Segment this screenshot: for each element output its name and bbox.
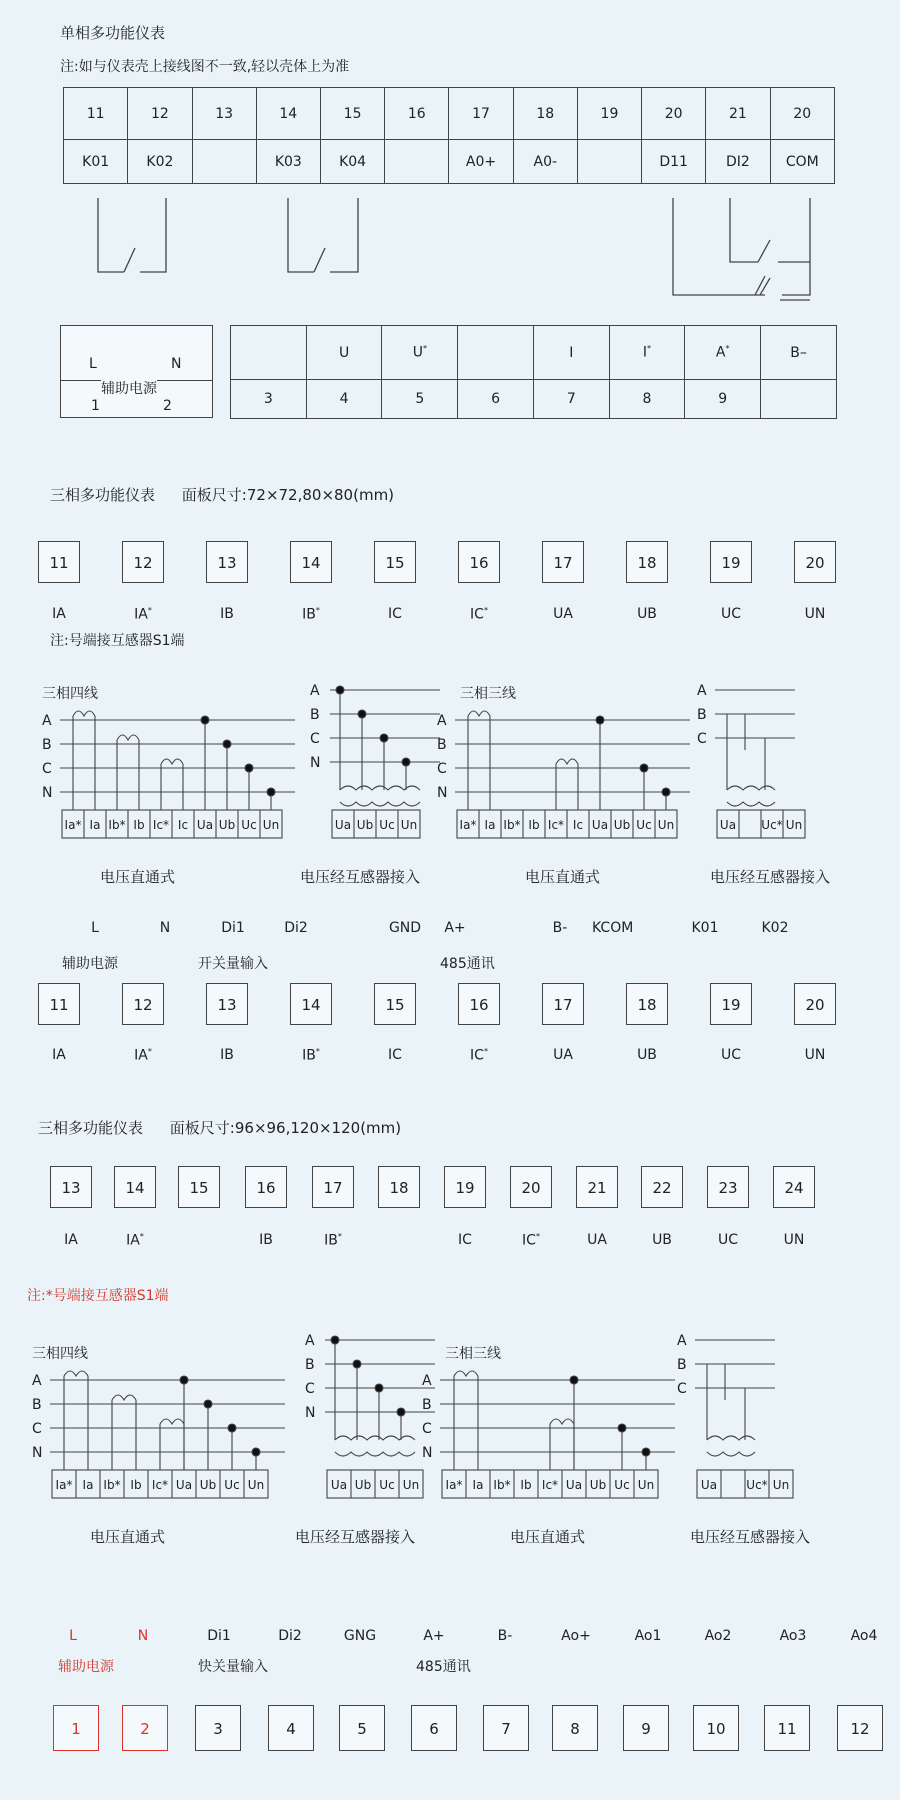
terminal-label-3: Ib* (503, 818, 521, 832)
terminal-box: 15 (178, 1166, 220, 1208)
single-top-number: 21 (706, 88, 770, 140)
terminal-label-3: Ic* (547, 818, 565, 832)
ct-terminal-label: Uc (379, 818, 395, 832)
terminal-box: 22 (641, 1166, 683, 1208)
three2-bottom-terminal: 9 (623, 1705, 669, 1751)
terminal-label-3: Ib* (493, 1478, 511, 1492)
ct3-terminal-label: Uc* (746, 1478, 768, 1492)
ct3-terminal-label: Uc* (761, 818, 783, 832)
three2-bottom-top-label: Ao1 (634, 1628, 662, 1644)
phase-label-3: B (422, 1397, 432, 1413)
ct-terminal-label: Ub (356, 818, 374, 832)
three2-bottom-top-label: Di1 (207, 1628, 231, 1644)
terminal-box: 17 (542, 541, 584, 583)
three2-bottom-top-label: A+ (423, 1628, 445, 1644)
single-top-label: K04 (320, 140, 384, 184)
single-top-label (577, 140, 641, 184)
terminal-label: UC (717, 1232, 739, 1248)
diagram-title-four-wire: 三相四线 (42, 686, 98, 702)
terminal-label: UA (553, 606, 573, 622)
terminal-label: IB (220, 606, 234, 622)
three1-bottom-top-label: Di2 (284, 920, 308, 936)
aux-l-label: L (89, 356, 97, 372)
single-main-number: 6 (458, 380, 534, 419)
single-main-label: A* (685, 326, 761, 380)
terminal-box: 18 (626, 541, 668, 583)
terminal-box: 11 (38, 541, 80, 583)
terminal-label-3: Ib (520, 1478, 532, 1492)
terminal-box: 16 (245, 1166, 287, 1208)
three2-bottom-terminal: 5 (339, 1705, 385, 1751)
terminal-box: 14 (114, 1166, 156, 1208)
single-top-label: COM (770, 140, 834, 184)
terminal-label: Ub (199, 1478, 217, 1492)
three2-bottom-terminal: 6 (411, 1705, 457, 1751)
terminal-label: IC (388, 1047, 402, 1063)
three1-bottom-top-label: B- (552, 920, 568, 936)
single-top-label: A0- (513, 140, 577, 184)
terminal-label-3: Ia* (445, 1478, 463, 1492)
three2-wiring-diagram (0, 1320, 900, 1560)
terminal-label-3: Ic* (541, 1478, 559, 1492)
terminal-label: IB (220, 1047, 234, 1063)
caption-direct-2: 电压直通式 (525, 868, 601, 886)
phase-label-3: C (422, 1421, 432, 1437)
terminal-label: Un (262, 818, 280, 832)
single-top-number: 20 (642, 88, 706, 140)
terminal-label: Ic (177, 818, 189, 832)
terminal-label: UA (553, 1047, 573, 1063)
terminal-label: UN (804, 1047, 826, 1063)
three1-wiring-diagram (0, 660, 900, 900)
terminal-box: 15 (374, 541, 416, 583)
caption-ct-1: 电压经互感器接入 (295, 1528, 416, 1546)
aux-num-2: 2 (163, 398, 172, 414)
single-top-number: 18 (513, 88, 577, 140)
terminal-label: Ia (89, 818, 101, 832)
terminal-label: IB* (302, 606, 320, 623)
diagram-title-three-wire: 三相三线 (460, 686, 516, 702)
phase-label-3: N (422, 1445, 433, 1461)
three2-bottom-terminal: 1 (53, 1705, 99, 1751)
ct3-phase-label: A (677, 1333, 687, 1349)
caption-direct-2: 电压直通式 (510, 1528, 586, 1546)
terminal-box: 14 (290, 983, 332, 1025)
single-switch-symbols (0, 190, 900, 310)
ct-phase-label: A (310, 683, 320, 699)
terminal-box: 19 (444, 1166, 486, 1208)
terminal-box: 12 (122, 983, 164, 1025)
single-aux-box (60, 325, 213, 418)
terminal-label-3: Ua (565, 1478, 583, 1492)
terminal-box: 23 (707, 1166, 749, 1208)
terminal-label: IA* (134, 1047, 152, 1064)
three2-rs485-label: 485通讯 (416, 1659, 471, 1675)
terminal-box: 24 (773, 1166, 815, 1208)
terminal-box: 19 (710, 983, 752, 1025)
three2-bottom-top-label: Di2 (278, 1628, 302, 1644)
terminal-box: 13 (50, 1166, 92, 1208)
ct3-phase-label: C (677, 1381, 687, 1397)
aux-n-label: N (171, 356, 182, 372)
single-top-label: K03 (256, 140, 320, 184)
ct-phase-label: N (305, 1405, 316, 1421)
terminal-box: 15 (374, 983, 416, 1025)
terminal-box: 14 (290, 541, 332, 583)
single-main-number (761, 380, 837, 419)
terminal-label-3: Un (637, 1478, 655, 1492)
terminal-label: UB (637, 606, 657, 622)
terminal-label: Ib (130, 1478, 142, 1492)
caption-ct-2: 电压经互感器接入 (710, 868, 831, 886)
three1-size-text: 面板尺寸:72×72,80×80(mm) (181, 486, 395, 504)
ct-phase-label: C (310, 731, 320, 747)
terminal-label: IC (458, 1232, 472, 1248)
single-main-terminal-table (230, 325, 837, 419)
terminal-label: Ic* (151, 1478, 169, 1492)
terminal-label-3: Ia (472, 1478, 484, 1492)
caption-ct-1: 电压经互感器接入 (300, 868, 421, 886)
ct-phase-label: N (310, 755, 321, 771)
three1-title-text: 三相多功能仪表 (50, 486, 156, 504)
three2-size-text: 面板尺寸:96×96,120×120(mm) (169, 1119, 402, 1137)
terminal-label: IB* (302, 1047, 320, 1064)
terminal-label: IB* (324, 1232, 342, 1249)
single-top-label (385, 140, 449, 184)
ct-terminal-label: Un (402, 1478, 420, 1492)
three1-rs485-label: 485通讯 (440, 956, 495, 972)
single-main-label (231, 326, 307, 380)
ct3-phase-label: B (677, 1357, 687, 1373)
diagram-title-four-wire: 三相四线 (32, 1346, 88, 1362)
terminal-box: 18 (626, 983, 668, 1025)
terminal-label: IA (64, 1232, 78, 1248)
terminal-box: 21 (576, 1166, 618, 1208)
ct3-phase-label: A (697, 683, 707, 699)
three1-note: 注:号端接互感器S1端 (50, 633, 185, 649)
phase-label-3: C (437, 761, 447, 777)
three2-switch-label: 快关量输入 (198, 1659, 268, 1675)
three1-bottom-top-label: L (91, 920, 99, 936)
terminal-label: Ia* (55, 1478, 73, 1492)
terminal-box: 17 (542, 983, 584, 1025)
terminal-label-3: Ub (613, 818, 631, 832)
single-top-label: D11 (642, 140, 706, 184)
single-title: 单相多功能仪表 (60, 24, 166, 42)
terminal-box: 16 (458, 983, 500, 1025)
terminal-label: UC (720, 606, 742, 622)
caption-ct-2: 电压经互感器接入 (690, 1528, 811, 1546)
phase-label: C (42, 761, 52, 777)
three1-bottom-top-label: GND (388, 920, 422, 936)
terminal-label: IC* (522, 1232, 540, 1249)
single-top-number: 19 (577, 88, 641, 140)
three2-bottom-top-label: Ao4 (850, 1628, 878, 1644)
three1-bottom-top-label: A+ (444, 920, 466, 936)
terminal-label: UB (637, 1047, 657, 1063)
terminal-label: IA (52, 606, 66, 622)
three2-aux-label: 辅助电源 (58, 1659, 114, 1675)
three1-title (50, 484, 394, 505)
terminal-label: IC* (470, 606, 488, 623)
ct-terminal-label: Ua (334, 818, 352, 832)
three2-bottom-top-label: Ao2 (704, 1628, 732, 1644)
three2-bottom-top-label: B- (497, 1628, 513, 1644)
single-main-number: 7 (533, 380, 609, 419)
terminal-label: Ib (133, 818, 145, 832)
three2-bottom-top-label: Ao3 (779, 1628, 807, 1644)
terminal-box: 17 (312, 1166, 354, 1208)
phase-label-3: A (437, 713, 447, 729)
ct-phase-label: A (305, 1333, 315, 1349)
terminal-label: UC (720, 1047, 742, 1063)
three2-bottom-terminal: 12 (837, 1705, 883, 1751)
terminal-label: Ib* (108, 818, 126, 832)
ct-terminal-label: Un (400, 818, 418, 832)
single-top-label (192, 140, 256, 184)
ct-terminal-label: Ub (354, 1478, 372, 1492)
single-top-number: 14 (256, 88, 320, 140)
three1-bottom-top-label: Di1 (221, 920, 245, 936)
ct3-terminal-label: Un (785, 818, 803, 832)
single-top-number: 16 (385, 88, 449, 140)
terminal-label: UN (804, 606, 826, 622)
terminal-label-3: Ua (591, 818, 609, 832)
three2-bottom-terminal: 3 (195, 1705, 241, 1751)
single-top-number: 20 (770, 88, 834, 140)
ct-phase-label: B (305, 1357, 315, 1373)
three1-aux-label: 辅助电源 (62, 956, 118, 972)
three1-bottom-top-label: KCOM (592, 920, 634, 936)
ct3-terminal-label: Ua (700, 1478, 718, 1492)
single-main-label: U* (382, 326, 458, 380)
terminal-label: UN (783, 1232, 805, 1248)
terminal-label-3: Uc (614, 1478, 630, 1492)
single-main-label: I* (609, 326, 685, 380)
single-top-number: 11 (64, 88, 128, 140)
terminal-box: 12 (122, 541, 164, 583)
terminal-label: Ua (196, 818, 214, 832)
terminal-box: 20 (794, 541, 836, 583)
phase-label: A (42, 713, 52, 729)
terminal-box: 20 (794, 983, 836, 1025)
single-top-label: K02 (128, 140, 192, 184)
terminal-box: 13 (206, 541, 248, 583)
single-top-number: 17 (449, 88, 513, 140)
phase-label: C (32, 1421, 42, 1437)
three2-title-text: 三相多功能仪表 (38, 1119, 144, 1137)
terminal-label: UB (652, 1232, 672, 1248)
terminal-label-3: Ia* (459, 818, 477, 832)
three2-bottom-top-label: N (137, 1628, 149, 1644)
three2-bottom-top-label: L (69, 1628, 77, 1644)
terminal-label: Uc (224, 1478, 240, 1492)
single-main-label: B– (761, 326, 837, 380)
three2-bottom-terminal: 7 (483, 1705, 529, 1751)
single-top-label: K01 (64, 140, 128, 184)
three2-title (38, 1117, 401, 1138)
three2-bottom-terminal: 2 (122, 1705, 168, 1751)
three2-bottom-terminal: 8 (552, 1705, 598, 1751)
single-main-number: 8 (609, 380, 685, 419)
terminal-label-3: Ub (589, 1478, 607, 1492)
phase-label: N (42, 785, 53, 801)
terminal-label: IC* (470, 1047, 488, 1064)
three1-bottom-top-label: K01 (691, 920, 719, 936)
single-main-number: 5 (382, 380, 458, 419)
aux-power-label: 辅助电源 (101, 378, 157, 398)
aux-num-1: 1 (91, 398, 100, 414)
terminal-label-3: Ia (484, 818, 496, 832)
single-top-number: 15 (320, 88, 384, 140)
terminal-label-3: Uc (636, 818, 652, 832)
ct-phase-label: C (305, 1381, 315, 1397)
ct3-phase-label: B (697, 707, 707, 723)
phase-label: N (32, 1445, 43, 1461)
single-top-label: A0+ (449, 140, 513, 184)
three1-bottom-top-label: K02 (761, 920, 789, 936)
single-top-number: 13 (192, 88, 256, 140)
three2-bottom-terminal: 11 (764, 1705, 810, 1751)
single-main-label (458, 326, 534, 380)
caption-direct-1: 电压直通式 (90, 1528, 166, 1546)
terminal-label: IA (52, 1047, 66, 1063)
single-main-label: U (306, 326, 382, 380)
terminal-label-3: Ib (528, 818, 540, 832)
phase-label-3: A (422, 1373, 432, 1389)
terminal-label-3: Un (657, 818, 675, 832)
phase-label-3: B (437, 737, 447, 753)
terminal-label: Ua (175, 1478, 193, 1492)
single-main-number: 3 (231, 380, 307, 419)
phase-label: B (32, 1397, 42, 1413)
phase-label: B (42, 737, 52, 753)
terminal-box: 13 (206, 983, 248, 1025)
single-main-label: I (533, 326, 609, 380)
three2-bottom-terminal: 4 (268, 1705, 314, 1751)
terminal-box: 16 (458, 541, 500, 583)
terminal-label: IA* (134, 606, 152, 623)
terminal-label: Ia* (64, 818, 82, 832)
terminal-label: Ub (218, 818, 236, 832)
terminal-label: Ib* (103, 1478, 121, 1492)
three2-bottom-top-label: GNG (343, 1628, 377, 1644)
three2-bottom-terminal: 10 (693, 1705, 739, 1751)
terminal-label: IB (259, 1232, 273, 1248)
terminal-label: Uc (241, 818, 257, 832)
single-top-terminal-table (63, 87, 835, 184)
diagram-title-three-wire: 三相三线 (445, 1346, 501, 1362)
single-top-label: DI2 (706, 140, 770, 184)
ct3-phase-label: C (697, 731, 707, 747)
ct-terminal-label: Ua (330, 1478, 348, 1492)
single-main-number: 4 (306, 380, 382, 419)
terminal-box: 20 (510, 1166, 552, 1208)
terminal-label: Ia (82, 1478, 94, 1492)
ct3-terminal-label: Ua (719, 818, 737, 832)
three1-bottom-top-label: N (159, 920, 171, 936)
ct-terminal-label: Uc (379, 1478, 395, 1492)
terminal-box: 19 (710, 541, 752, 583)
three1-switch-label: 开关量输入 (198, 956, 268, 972)
single-main-number: 9 (685, 380, 761, 419)
ct3-terminal-label: Un (772, 1478, 790, 1492)
terminal-label: IC (388, 606, 402, 622)
terminal-box: 11 (38, 983, 80, 1025)
phase-label: A (32, 1373, 42, 1389)
single-top-number: 12 (128, 88, 192, 140)
terminal-label: Ic* (152, 818, 170, 832)
three2-note: 注:*号端接互感器S1端 (27, 1288, 169, 1304)
terminal-label-3: Ic (572, 818, 584, 832)
terminal-label: IA* (126, 1232, 144, 1249)
terminal-label: UA (587, 1232, 607, 1248)
terminal-label: Un (247, 1478, 265, 1492)
terminal-box: 18 (378, 1166, 420, 1208)
three2-bottom-top-label: Ao+ (561, 1628, 591, 1644)
caption-direct-1: 电压直通式 (100, 868, 176, 886)
phase-label-3: N (437, 785, 448, 801)
single-note: 注:如与仪表壳上接线图不一致,轻以壳体上为准 (60, 59, 350, 75)
ct-phase-label: B (310, 707, 320, 723)
